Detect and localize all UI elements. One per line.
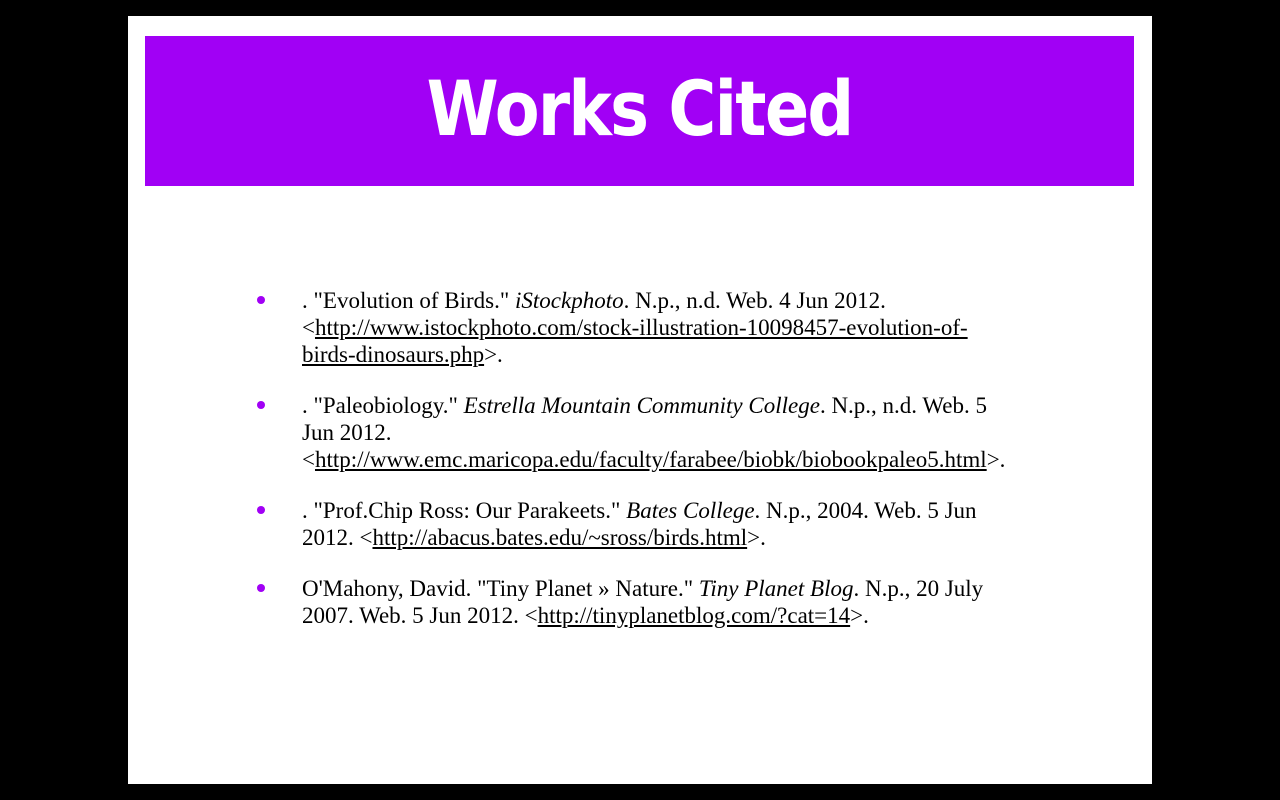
slide-title: Works Cited <box>426 64 853 153</box>
citation-details: . N.p., 2004. Web. 5 Jun 2012. < <box>302 498 977 550</box>
citation-details: . N.p., n.d. Web. 5 Jun 2012. < <box>302 393 987 472</box>
bullet-icon <box>257 497 267 524</box>
citation-link[interactable]: http://abacus.bates.edu/~sross/birds.html <box>372 525 748 550</box>
citation-link[interactable]: http://www.istockphoto.com/stock-illustration-10098457-evolution-of-birds-dinosaurs.php <box>302 315 968 367</box>
citation-item <box>257 287 1017 368</box>
citation-link[interactable]: http://www.emc.maricopa.edu/faculty/farabee/biobk/biobookpaleo5.html <box>314 447 987 472</box>
citation-details: . N.p., n.d. Web. 4 Jun 2012. < <box>302 288 886 340</box>
citation-item <box>257 392 1017 473</box>
citation-suffix: >. <box>986 447 1006 472</box>
citation-prefix: . "Evolution of Birds." <box>302 288 515 313</box>
citation-prefix: . "Paleobiology." <box>302 393 464 418</box>
citation-source: iStockphoto <box>515 288 624 313</box>
citation-source: Tiny Planet Blog <box>698 576 854 601</box>
citation-suffix: >. <box>850 603 869 628</box>
citation-source: Bates College <box>626 498 755 523</box>
citation-prefix: O'Mahony, David. "Tiny Planet » Nature." <box>302 576 699 601</box>
citation-link[interactable]: http://tinyplanetblog.com/?cat=14 <box>537 603 851 628</box>
slide <box>128 16 1152 784</box>
citation-details: . N.p., 20 July 2007. Web. 5 Jun 2012. < <box>302 576 984 628</box>
bullet-icon <box>257 287 267 314</box>
bullet-icon <box>257 392 267 419</box>
citation-item <box>257 575 1017 629</box>
citation-prefix: . "Prof.Chip Ross: Our Parakeets." <box>302 498 627 523</box>
citation-suffix: >. <box>484 342 503 367</box>
bullet-icon <box>257 575 267 602</box>
citation-list <box>257 287 1017 653</box>
citation-item <box>257 497 1017 551</box>
citation-source: Estrella Mountain Community College <box>463 393 820 418</box>
citation-suffix: >. <box>747 525 766 550</box>
title-banner <box>145 36 1134 186</box>
